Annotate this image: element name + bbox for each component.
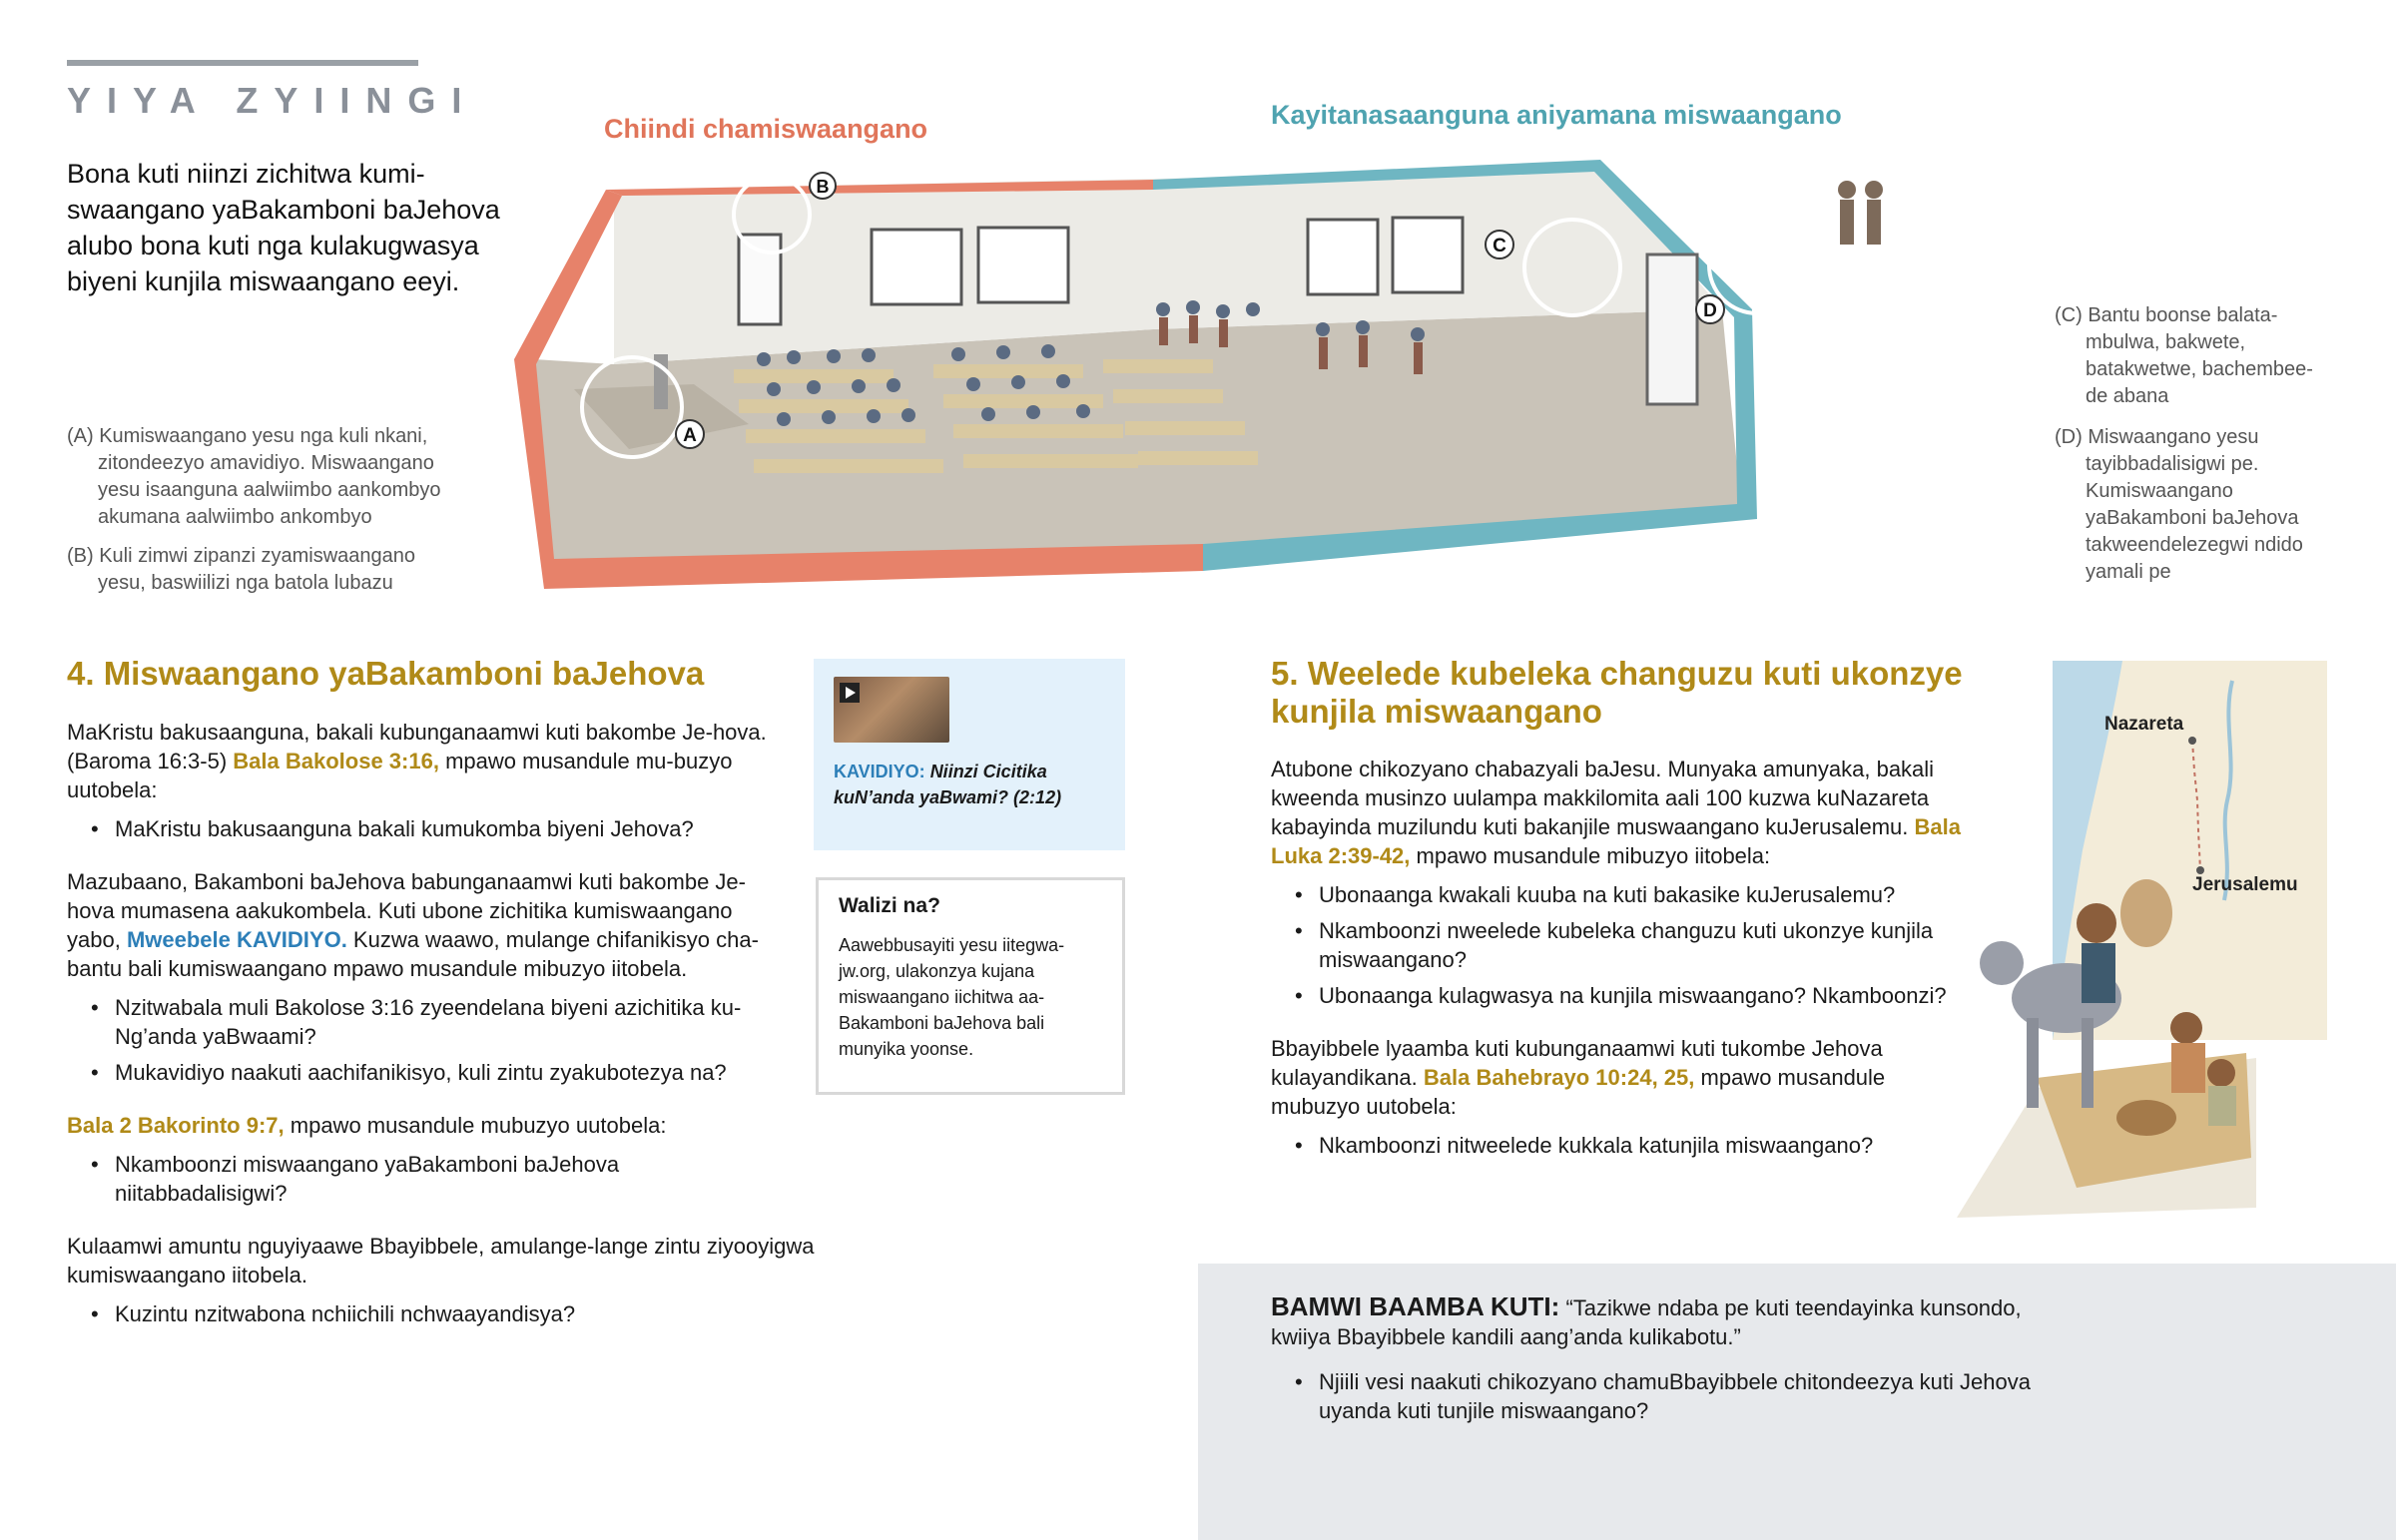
question-item: • Nzitwabala muli Bakolose 3:16 zyeendelana biyeni azichitika ku-Ng’anda yaBwaami? — [67, 993, 786, 1051]
legend-item-a: (A) Kumiswaangano yesu nga kuli nkani, zitondeezyo amavidiyo. Miswaangano yesu isaanguna aalwiimbo aankombyo akumana aalwiimbo ankombyo — [67, 425, 441, 528]
question-list-6 — [1271, 1131, 1970, 1160]
did-you-know-title: Walizi na? — [839, 894, 940, 917]
label-meeting-time: Chiindi chamiswaangano — [604, 114, 928, 144]
quote-label: BAMWI BAAMBA KUTI: — [1271, 1291, 1560, 1321]
scripture-link-luke[interactable]: Bala Luka 2:39-42, — [1271, 814, 1961, 868]
svg-text:B: B — [816, 177, 830, 197]
quote-question-list — [1271, 1367, 2070, 1425]
map-label-nazareth: Nazareta — [2104, 714, 2184, 735]
marker-c — [1486, 231, 1513, 258]
watch-video-link[interactable]: Mweebele KAVIDIYO. — [126, 927, 347, 952]
marker-b — [810, 173, 836, 199]
section4-heading: 4. Miswaangano yaBakamboni baJehova — [67, 655, 705, 692]
question-item: • Kuzintu nzitwabona nchiichili nchwaayandisya? — [67, 1299, 856, 1328]
family-travel-illustration — [1917, 828, 2256, 1228]
question-item: • MaKristu bakusaanguna bakali kumukomba biyeni Jehova? — [67, 814, 786, 843]
legend-left — [67, 423, 466, 609]
intro-text: Bona kuti niinzi zichitwa kumi-swaangano yaBakamboni baJehova alubo bona kuti nga kulakugwasya biyeni kunjila miswaangano eeyi. — [67, 159, 500, 296]
label-before-after: Kayitanasaanguna aniyamana miswaangano — [1271, 100, 1842, 130]
section4-content — [67, 718, 815, 1352]
svg-text:D: D — [1703, 300, 1717, 321]
video-label: KAVIDIYO: — [834, 762, 925, 781]
question-list-1 — [67, 814, 786, 843]
video-thumbnail[interactable] — [834, 677, 949, 743]
section4-paragraph-4: Kulaamwi amuntu nguyiyaawe Bbayibbele, amulange-lange zintu ziyooyigwa kumiswaangano iitobela. • Kuzintu nzitwabona nchiichili nchwaayandisya? — [67, 1232, 856, 1328]
legend-item-d: (D) Miswaangano yesu tayibbadalisigwi pe. Kumiswaangano yaBakamboni baJehova takweendelezegwi ndido yamali pe — [2055, 426, 2303, 583]
legend-right — [2055, 302, 2324, 598]
quote-block — [1271, 1292, 2070, 1432]
play-icon[interactable] — [840, 683, 860, 703]
did-you-know-box — [816, 877, 1125, 1095]
section5-heading: 5. Weelede kubeleka changuzu kuti ukonzye kunjila miswaangano — [1271, 655, 1963, 730]
kingdom-hall-illustration — [514, 160, 1912, 609]
svg-text:C: C — [1493, 236, 1506, 257]
question-item: • Mukavidiyo naakuti aachifanikisyo, kuli zintu zyakubotezya na? — [67, 1058, 786, 1087]
section4-paragraph-1: MaKristu bakusaanguna, bakali kubunganaamwi kuti bakombe Je-hova. (Baroma 16:3-5) Bala Bakolose 3:16, mpawo musandule mu-buzyo uutobela: • MaKristu bakusaanguna bakali kumukomba biyeni Jehova? — [67, 718, 786, 843]
scripture-link-colossians[interactable]: Bala Bakolose 3:16, — [233, 749, 439, 773]
svg-text:A: A — [683, 425, 697, 446]
legend-item-b: (B) Kuli zimwi zipanzi zyamiswaangano yesu, baswiilizi nga batola lubazu — [67, 545, 416, 594]
did-you-know-text: Aawebbusayiti yesu iitegwa-jw.org, ulakonzya kujana miswaangano iichitwa aa-Bakamboni baJehova bali munyika yoonse. — [839, 935, 1065, 1059]
question-item: • Ubonaanga kulagwasya na kunjila miswaangano? Nkamboonzi? — [1271, 981, 1970, 1010]
section4-paragraph-2: Mazubaano, Bakamboni baJehova babunganaamwi kuti bakombe Je-hova mumasena aakukombela. Kuti ubone zichitika kumiswaangano yabo, Mweebele KAVIDIYO. Kuzwa waawo, mulange chifanikisyo cha-bantu bali kumiswaangano mpawo musandule mibuzyo iitobela. • Nzitwabala muli Bakolose 3:16 zyeendelana biyeni azichitika ku-Ng’anda yaBwaami? • Mukavidiyo naakuti aachifanikisyo, kuli zintu zyakubotezya na? — [67, 867, 786, 1087]
question-item: • Nkamboonzi nitweelede kukkala katunjila miswaangano? — [1271, 1131, 1970, 1160]
question-list-4 — [67, 1299, 856, 1328]
question-list-3 — [67, 1150, 786, 1208]
section4-paragraph-3: Bala 2 Bakorinto 9:7, mpawo musandule mubuzyo uutobela: • Nkamboonzi miswaangano yaBakamboni baJehova niitabbadalisigwi? — [67, 1111, 786, 1208]
scripture-link-2corinthians[interactable]: Bala 2 Bakorinto 9:7, — [67, 1113, 285, 1138]
scripture-link-hebrews[interactable]: Bala Bahebrayo 10:24, 25, — [1423, 1065, 1695, 1090]
question-list-5 — [1271, 880, 1970, 1010]
quote-text: “Tazikwe ndaba pe kuti teendayinka kunsondo, kwiiya Bbayibbele kandili aang’anda kulikabotu.” — [1271, 1295, 2022, 1349]
map-label-jerusalem: Jerusalemu — [2192, 874, 2298, 895]
marker-a — [676, 420, 704, 448]
legend-item-c: (C) Bantu boonse balata-mbulwa, bakwete, batakwetwe, bachembee-de abana — [2055, 304, 2313, 407]
video-title[interactable]: Niinzi Cicitika kuN’anda yaBwami? (2:12) — [834, 762, 1062, 807]
question-item: • Njiili vesi naakuti chikozyano chamuBbayibbele chitondeezya kuti Jehova uyanda kuti tunjile miswaangano? — [1271, 1367, 2070, 1425]
question-list-2 — [67, 993, 786, 1087]
video-caption — [834, 759, 1103, 810]
video-box[interactable] — [814, 659, 1125, 850]
question-item: • Nkamboonzi miswaangano yaBakamboni baJehova niitabbadalisigwi? — [67, 1150, 786, 1208]
header-rule — [67, 60, 418, 66]
section5-paragraph-1: Atubone chikozyano chabazyali baJesu. Munyaka amunyaka, bakali kweenda musinzo uulampa makkilomita aali 100 kuzwa kuNazareta kabayinda muzilundu kuti bakanjile muswaangano kuJerusalemu. Bala Luka 2:39-42, mpawo musandule mibuzyo iitobela: • Ubonaanga kwakali kuuba na kuti bakasike kuJerusalemu? • Nkamboonzi nweelede kubeleka changuzu kuti ukonzye kunjila miswaangano? • Ubonaanga kulagwasya na kunjila miswaangano? Nkamboonzi? — [1271, 755, 1970, 1010]
marker-d — [1696, 295, 1724, 323]
section-kicker: YIYA ZYIINGI — [67, 80, 478, 121]
question-item: • Nkamboonzi nweelede kubeleka changuzu kuti ukonzye kunjila miswaangano? — [1271, 916, 1970, 974]
question-item: • Ubonaanga kwakali kuuba na kuti bakasike kuJerusalemu? — [1271, 880, 1970, 909]
section5-content — [1271, 755, 1970, 1184]
section5-paragraph-2: Bbayibbele lyaamba kuti kubunganaamwi kuti tukombe Jehova kulayandikana. Bala Bahebrayo 10:24, 25, mpawo musandule mubuzyo uutobela: • Nkamboonzi nitweelede kukkala katunjila miswaangano? — [1271, 1034, 1970, 1160]
